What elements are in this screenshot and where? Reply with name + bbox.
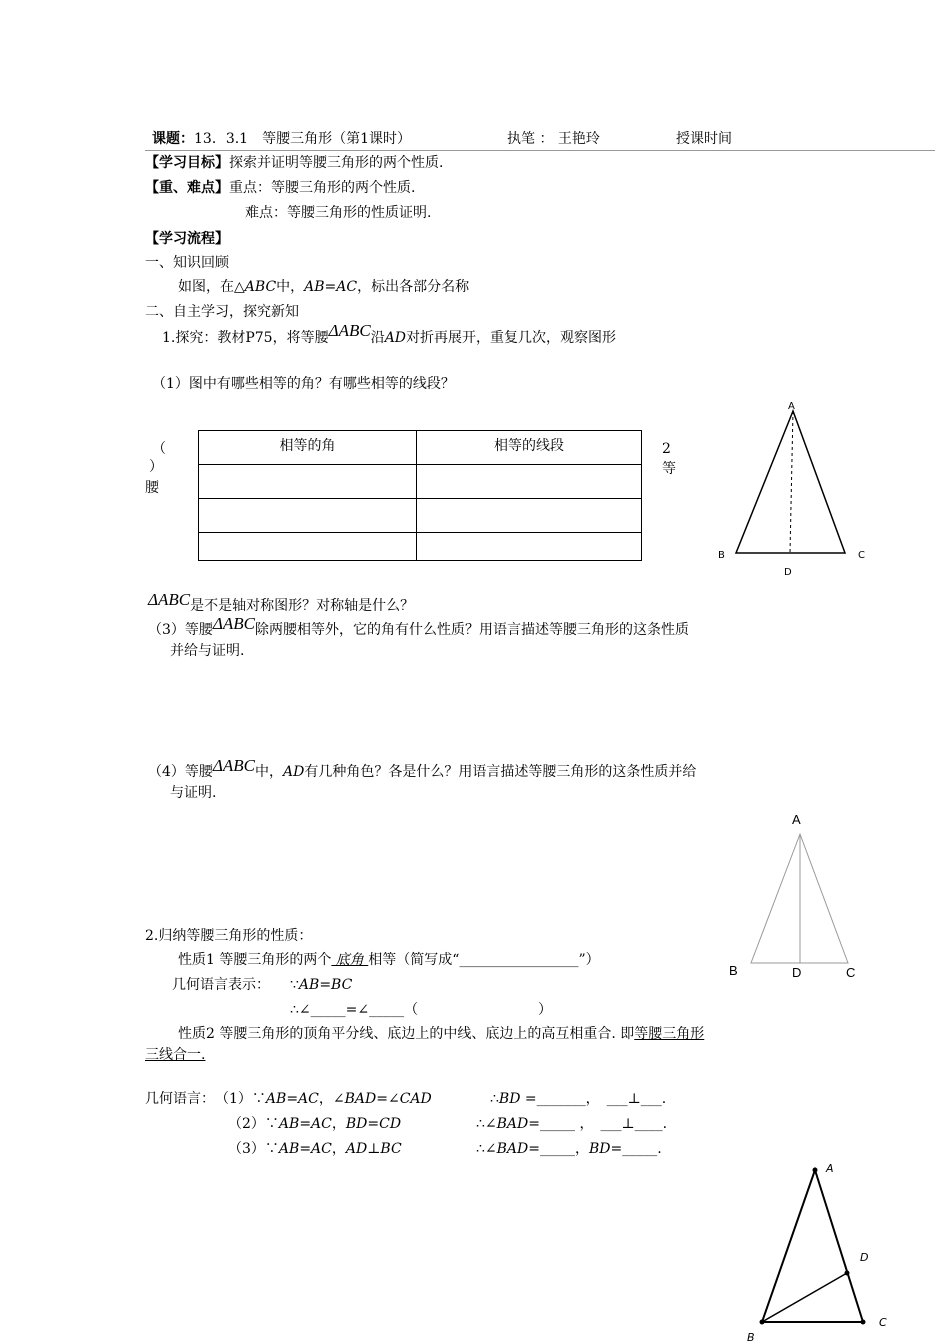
text: AB=AC	[304, 279, 358, 295]
goal-line	[145, 154, 443, 172]
text: =_____.	[610, 1141, 662, 1157]
stray-left-3: 腰	[145, 480, 159, 496]
text: （1）∵	[215, 1091, 266, 1107]
text: ∴∠	[476, 1141, 497, 1157]
answer-cell[interactable]	[417, 499, 642, 533]
geo-close-paren: ）	[538, 1002, 552, 1018]
blank-shorthand[interactable]: _________________	[459, 952, 579, 968]
author: 执笔 ： 王艳玲	[507, 131, 600, 147]
text: 对折再展开，重复几次，观察图形	[406, 330, 617, 346]
vertex-b-label: B	[718, 550, 725, 561]
answer-cell[interactable]	[199, 533, 417, 561]
fold-line-ad	[790, 411, 793, 553]
text: （3）等腰	[148, 622, 213, 638]
text: 相等的线段	[494, 438, 564, 454]
segment-bd	[762, 1273, 847, 1322]
point-c	[861, 1320, 866, 1325]
geo-therefore	[290, 1001, 418, 1019]
text: BAD	[496, 1141, 529, 1157]
topic-text: 13．3.1 等腰三角形（第1课时）	[194, 131, 411, 147]
text: 几何语言表示：	[172, 977, 270, 993]
text: （4）等腰	[148, 764, 213, 780]
text: BD=CD	[345, 1116, 402, 1132]
point-d-label: D	[860, 1251, 869, 1264]
text: AB=BC	[298, 977, 353, 993]
text: BD	[498, 1091, 521, 1107]
geometry-line-2	[228, 1115, 401, 1133]
header-equal-segments	[417, 431, 642, 465]
vertex-a-label: A	[792, 812, 801, 827]
table-row	[199, 499, 642, 533]
blank-base-angles: 底角	[331, 952, 369, 968]
delta-abc: ΔABC	[212, 756, 256, 775]
header-divider	[145, 150, 935, 151]
table-row	[199, 465, 642, 499]
question-3	[148, 614, 690, 639]
text: =_____，	[528, 1141, 589, 1157]
topic-label: 课题：	[152, 131, 194, 147]
text: ，	[331, 1116, 346, 1132]
text: ∴∠_____=∠_____（	[290, 1002, 419, 1018]
answer-cell[interactable]	[199, 499, 417, 533]
equal-parts-table	[198, 430, 642, 561]
text: =_____ ， ___⊥____.	[528, 1116, 668, 1132]
text: AD	[345, 1141, 368, 1157]
class-time-label: 授课时间	[676, 131, 732, 147]
vertex-a-label: A	[826, 1162, 834, 1175]
key-text-1: 重点：等腰三角形的两个性质.	[229, 180, 416, 196]
text: 性质1 等腰三角形的两个	[178, 952, 332, 968]
process-label: 【学习流程】	[145, 231, 229, 247]
explore-line	[162, 321, 617, 347]
question-4-cont: 与证明.	[170, 785, 217, 801]
text: BAD	[496, 1116, 529, 1132]
text: 相等的角	[279, 438, 336, 454]
goal-label: 【学习目标】	[145, 155, 229, 171]
delta-abc: ΔABC	[148, 590, 191, 609]
text: 1.探究：教材P75，将等腰	[162, 330, 329, 346]
answer-cell[interactable]	[199, 465, 417, 499]
stray-right-1: 2	[662, 441, 671, 457]
delta-abc: ΔABC	[212, 614, 256, 633]
key-label: 【重、难点】	[145, 180, 229, 196]
geometry-line-1-result	[490, 1090, 666, 1108]
text: ∴∠	[476, 1116, 497, 1132]
figure-triangle-3	[735, 1155, 895, 1344]
section1-title: 一、知识回顾	[145, 255, 229, 271]
point-d	[845, 1271, 850, 1276]
text: 是不是轴对称图形？对称轴是什么？	[190, 598, 415, 614]
text: ∵	[290, 977, 299, 993]
property-2	[178, 1025, 704, 1043]
stray-right-2: 等	[662, 461, 676, 477]
section1-line	[178, 278, 469, 296]
text: 如图，在△	[178, 279, 245, 295]
text: 除两腰相等外，它的角有什么性质？用语言描述等腰三角形的这条性质	[255, 622, 690, 638]
geometry-line-2-result	[476, 1115, 667, 1133]
delta-abc: ΔABC	[328, 321, 371, 340]
geo-label-line	[172, 976, 270, 994]
header-line	[152, 130, 411, 148]
text: 沿	[370, 330, 385, 346]
figure-triangle-2	[720, 808, 870, 983]
geometry-line-1	[215, 1090, 432, 1108]
goal-text: 探索并证明等腰三角形的两个性质.	[229, 155, 444, 171]
summary-title: 2.归纳等腰三角形的性质：	[145, 928, 313, 944]
text: 性质2 等腰三角形的顶角平分线、底边上的中线、底边上的高互相重合. 即	[178, 1026, 635, 1042]
text: （3）∵	[228, 1141, 279, 1157]
point-b	[760, 1320, 765, 1325]
vertex-a-label: A	[788, 401, 795, 412]
vertex-b-label: B	[729, 963, 738, 978]
table-row	[199, 533, 642, 561]
text: AB=AC	[278, 1141, 332, 1157]
geometry-line-3-result	[476, 1140, 662, 1158]
text: AD	[283, 764, 305, 780]
vertex-b-label: B	[747, 1331, 755, 1344]
text: （2）∵	[228, 1116, 279, 1132]
header-equal-angles	[199, 431, 417, 465]
text: AD	[384, 330, 407, 346]
text: ∴	[490, 1091, 499, 1107]
point-d-label: D	[784, 567, 792, 578]
text: AB=AC	[265, 1091, 319, 1107]
figure-triangle-1	[700, 395, 880, 585]
stray-left-2: ）	[149, 459, 163, 475]
text: 中，	[276, 279, 305, 295]
section2-title: 二、自主学习，探究新知	[145, 304, 299, 320]
vertex-c-label: C	[858, 550, 865, 561]
key-line	[145, 179, 415, 197]
text: =_______， ___⊥___.	[520, 1091, 667, 1107]
text: 有几种角色？各是什么？用语言描述等腰三角形的这条性质并给	[304, 764, 697, 780]
text: BAD	[344, 1091, 377, 1107]
geometry-label: 几何语言：	[145, 1091, 215, 1107]
geometry-line-3	[228, 1140, 402, 1158]
answer-cell[interactable]	[417, 465, 642, 499]
text: BD	[589, 1141, 611, 1157]
triangle-abc	[762, 1170, 863, 1322]
property-2-cont: 三线合一.	[145, 1047, 206, 1063]
question-2	[148, 590, 415, 615]
answer-cell[interactable]	[417, 533, 642, 561]
geo-because	[290, 976, 352, 994]
point-d-label: D	[792, 965, 802, 980]
key-text-2: 难点：等腰三角形的性质证明.	[245, 205, 432, 221]
text: ，	[331, 1141, 346, 1157]
question-4	[148, 756, 697, 781]
text: ，标出各部分名称	[357, 279, 470, 295]
text: ABC	[244, 279, 277, 295]
property-1	[178, 951, 600, 969]
point-a	[813, 1168, 818, 1173]
text: 相等（简写成“	[368, 952, 460, 968]
stray-left-1: （	[152, 441, 166, 457]
text: =∠	[376, 1091, 400, 1107]
text: 中，	[255, 764, 284, 780]
text: ⊥	[367, 1141, 381, 1157]
vertex-c-label: C	[879, 1316, 887, 1329]
text: AB=AC	[278, 1116, 332, 1132]
table-header-row	[199, 431, 642, 465]
text: ，∠	[318, 1091, 345, 1107]
text: CAD	[399, 1091, 432, 1107]
text: 等腰三角形	[634, 1026, 705, 1042]
question-3-cont: 并给与证明.	[170, 643, 245, 659]
text: BC	[380, 1141, 402, 1157]
vertex-c-label: C	[846, 965, 856, 980]
text: ”）	[578, 952, 600, 968]
question-1: （1）图中有哪些相等的角？有哪些相等的线段？	[152, 376, 455, 392]
